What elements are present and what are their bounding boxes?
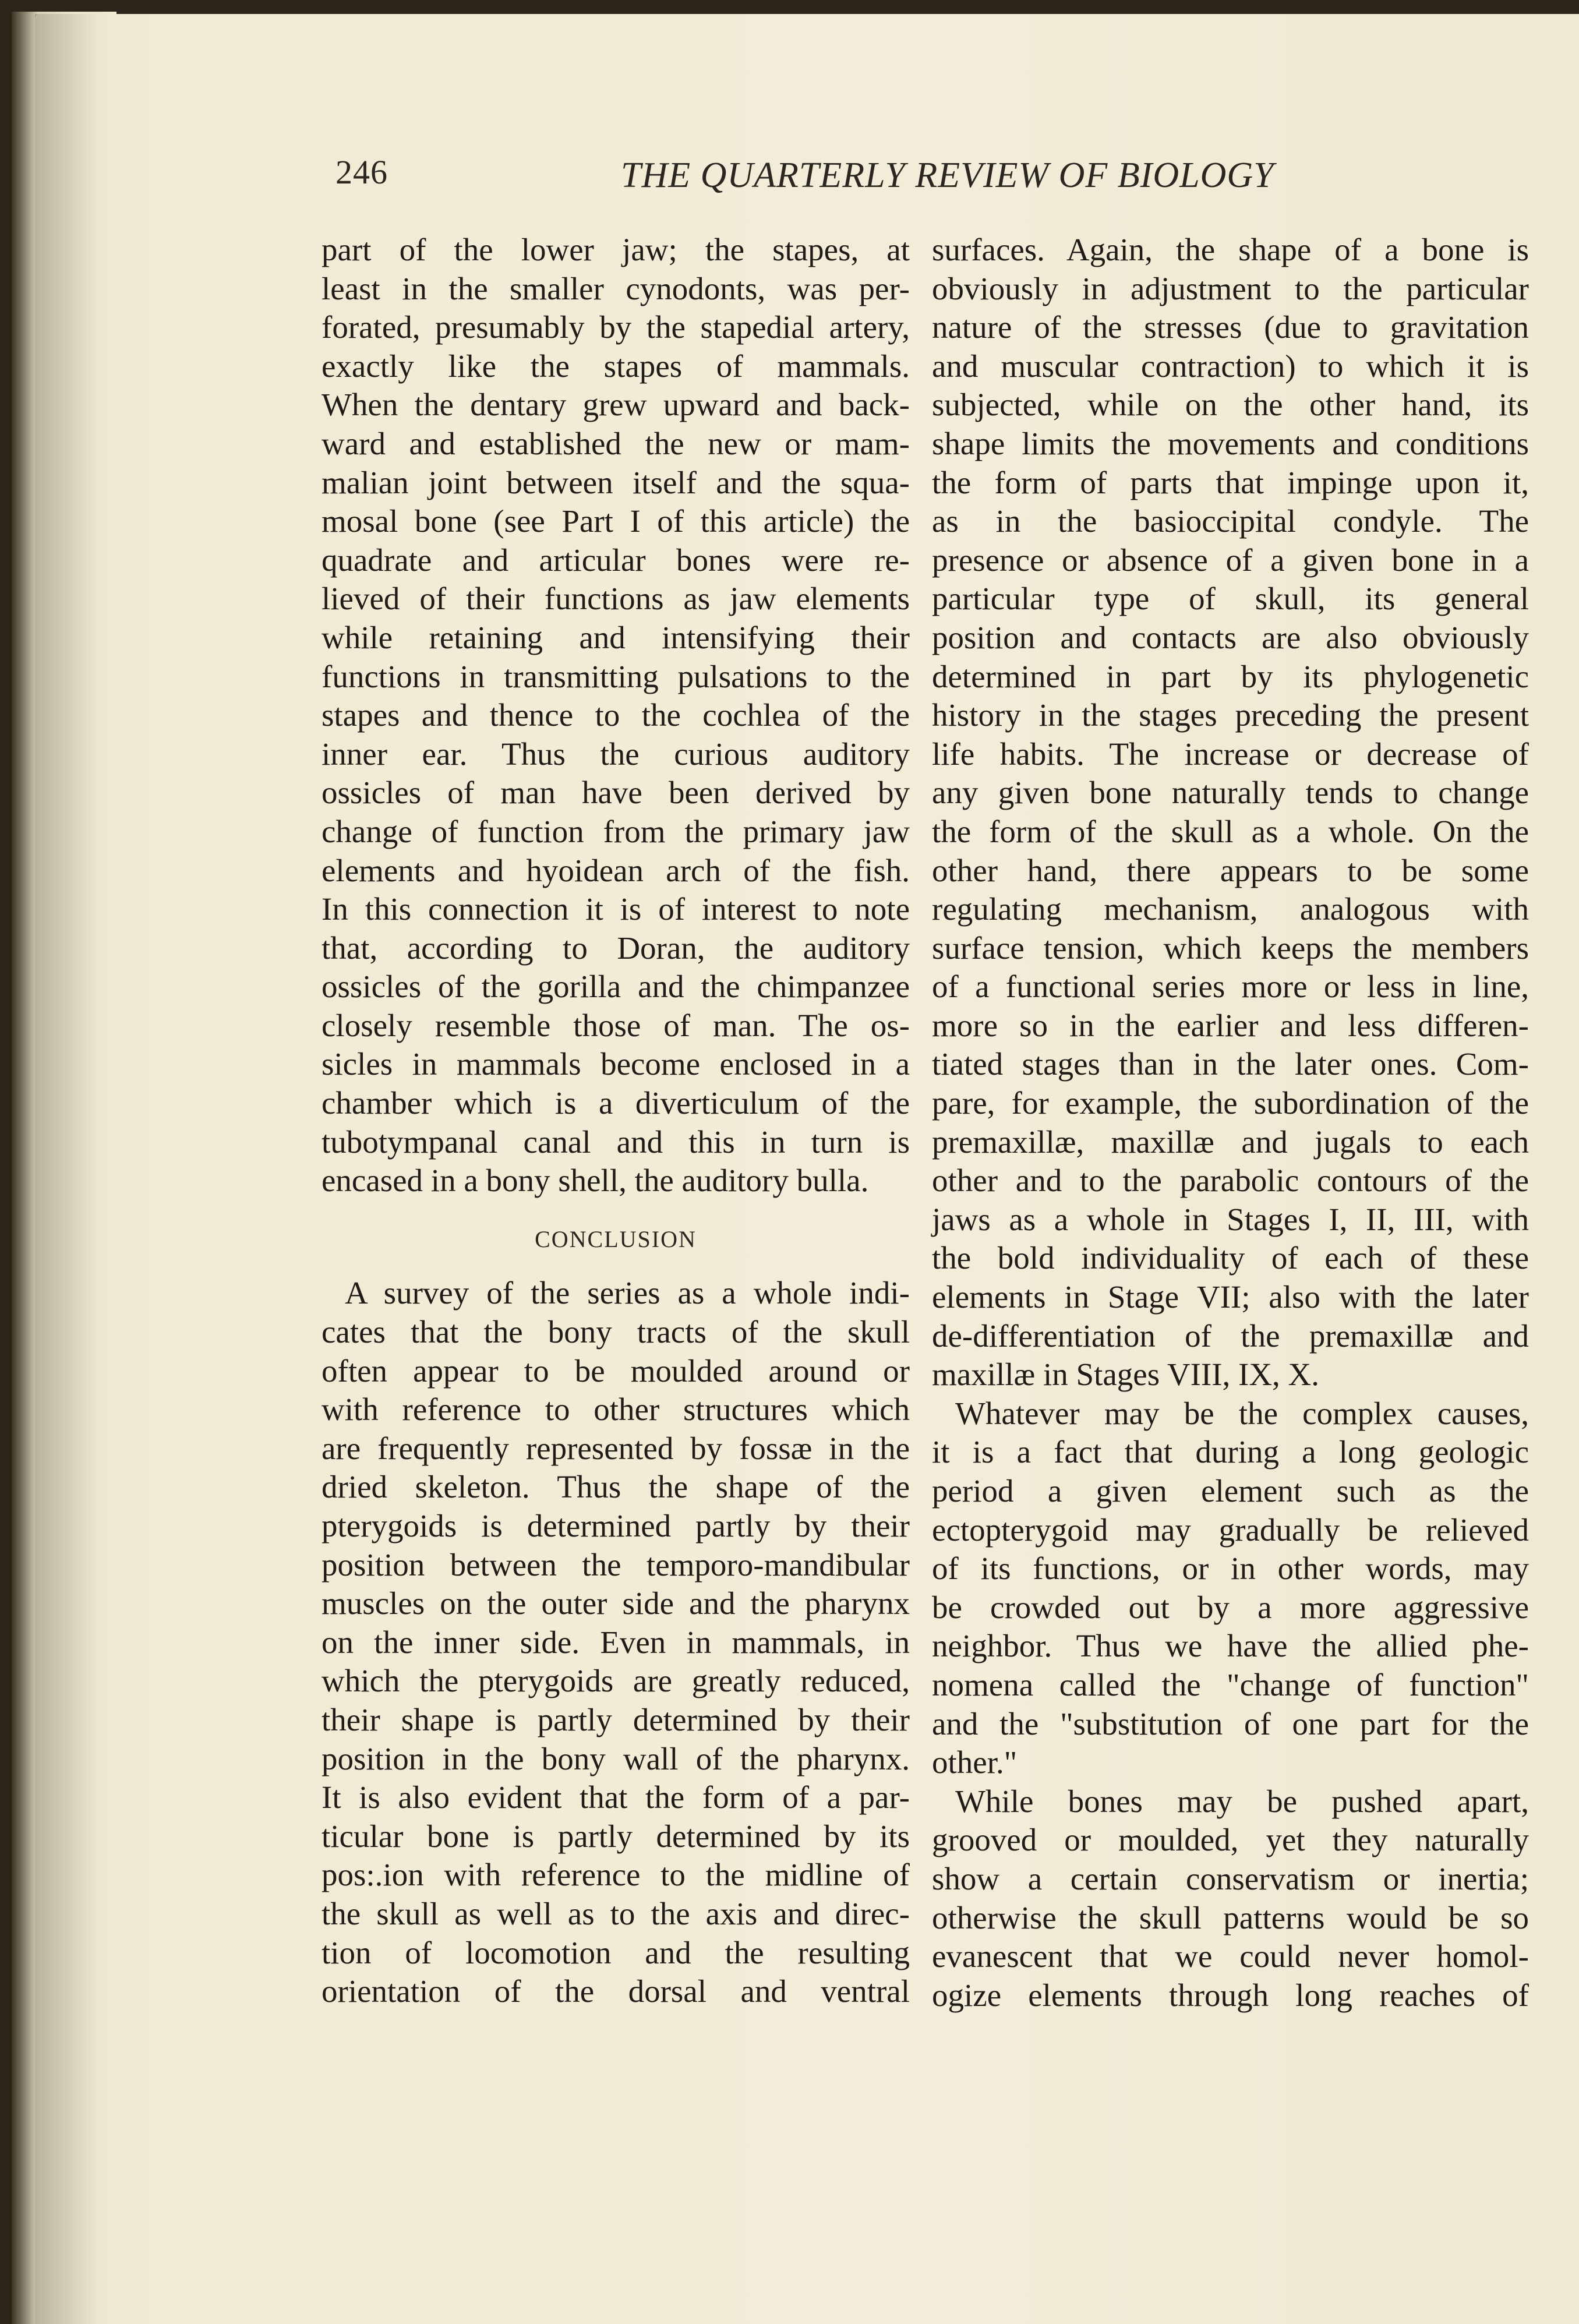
text-line: In this connection it is of interest to note bbox=[322, 891, 910, 927]
text-line: change of function from the primary jaw bbox=[322, 813, 910, 849]
running-header bbox=[335, 153, 1500, 205]
text-line: tion of locomotion and the resulting bbox=[322, 1934, 910, 1970]
text-line: dried skeleton. Thus the shape of the bbox=[322, 1469, 910, 1505]
right-paragraph-1 bbox=[932, 231, 1529, 1394]
text-line: that, according to Doran, the auditory bbox=[322, 930, 910, 966]
text-line: it is a fact that during a long geologic bbox=[932, 1434, 1529, 1470]
text-line: while retaining and intensifying their bbox=[322, 619, 910, 655]
text-line: ticular bone is partly determined by its bbox=[322, 1818, 910, 1854]
text-line: period a given element such as the bbox=[932, 1473, 1529, 1509]
binding-shadow bbox=[35, 14, 99, 2324]
text-line: ogize elements through long reaches of bbox=[932, 1977, 1529, 2013]
text-line: ectopterygoid may gradually be relieved bbox=[932, 1511, 1529, 1548]
text-line: least in the smaller cynodonts, was per- bbox=[322, 270, 910, 306]
text-line: It is also evident that the form of a par- bbox=[322, 1779, 910, 1816]
text-line: obviously in adjustment to the particular bbox=[932, 270, 1529, 306]
text-line: and the "substitution of one part for the bbox=[932, 1705, 1529, 1742]
text-line: ossicles of the gorilla and the chimpanzee bbox=[322, 969, 910, 1005]
text-line: on the inner side. Even in mammals, in bbox=[322, 1624, 910, 1660]
text-line: While bones may be pushed apart, bbox=[955, 1783, 1529, 1819]
text-line: of its functions, or in other words, may bbox=[932, 1550, 1529, 1587]
text-line: ossicles of man have been derived by bbox=[322, 775, 910, 811]
right-paragraph-2 bbox=[932, 1394, 1529, 1782]
text-line: position in the bony wall of the pharynx. bbox=[322, 1740, 910, 1776]
text-line: be crowded out by a more aggressive bbox=[932, 1589, 1529, 1625]
right-column bbox=[932, 231, 1529, 2015]
text-line: encased in a bony shell, the auditory bulla. bbox=[322, 1163, 869, 1199]
text-line: and muscular contraction) to which it is bbox=[932, 348, 1529, 384]
text-line: functions in transmitting pulsations to the bbox=[322, 658, 910, 694]
right-paragraph-3 bbox=[932, 1782, 1529, 2015]
text-line: any given bone naturally tends to change bbox=[932, 775, 1529, 811]
text-line: stapes and thence to the cochlea of the bbox=[322, 697, 910, 733]
text-line: neighbor. Thus we have the allied phe- bbox=[932, 1628, 1529, 1664]
text-line: history in the stages preceding the present bbox=[932, 697, 1529, 733]
text-line: surfaces. Again, the shape of a bone is bbox=[932, 232, 1529, 267]
text-line: particular type of skull, its general bbox=[932, 581, 1529, 617]
text-line: pterygoids is determined partly by their bbox=[322, 1508, 910, 1544]
text-line: surface tension, which keeps the members bbox=[932, 930, 1529, 966]
journal-title: THE QUARTERLY REVIEW OF BIOLOGY bbox=[621, 156, 1274, 195]
text-line: ward and established the new or mam- bbox=[322, 425, 910, 461]
text-line: elements and hyoidean arch of the fish. bbox=[322, 852, 910, 888]
text-line: which the pterygoids are greatly reduced, bbox=[322, 1663, 910, 1699]
left-paragraph-2 bbox=[322, 1274, 910, 2011]
text-line: elements in Stage VII; also with the later bbox=[932, 1279, 1529, 1315]
text-line: closely resemble those of man. The os- bbox=[322, 1007, 910, 1043]
text-line: the bold individuality of each of these bbox=[932, 1240, 1529, 1276]
text-line: inner ear. Thus the curious auditory bbox=[322, 736, 910, 772]
text-line: subjected, while on the other hand, its bbox=[932, 387, 1529, 423]
page-number: 246 bbox=[335, 153, 388, 191]
text-line: show a certain conservatism or inertia; bbox=[932, 1860, 1529, 1896]
conclusion-heading: CONCLUSION bbox=[535, 1225, 697, 1252]
left-paragraph-1 bbox=[322, 231, 910, 1200]
text-line: other." bbox=[932, 1744, 1018, 1781]
text-line: cates that the bony tracts of the skull bbox=[322, 1314, 910, 1350]
text-line: mosal bone (see Part I of this article) the bbox=[322, 503, 910, 539]
text-line: determined in part by its phylogenetic bbox=[932, 658, 1529, 694]
text-line: A survey of the series as a whole indi- bbox=[345, 1275, 910, 1311]
text-line: part of the lower jaw; the stapes, at bbox=[322, 232, 910, 267]
text-line: chamber which is a diverticulum of the bbox=[322, 1085, 910, 1121]
text-line: nomena called the "change of function" bbox=[932, 1666, 1529, 1703]
text-line: pos:.ion with reference to the midline of bbox=[322, 1857, 910, 1893]
text-line: the form of the skull as a whole. On the bbox=[932, 813, 1529, 849]
text-line: grooved or moulded, yet they naturally bbox=[932, 1822, 1529, 1858]
text-line: maxillæ in Stages VIII, IX, X. bbox=[932, 1357, 1320, 1393]
text-line: orientation of the dorsal and ventral bbox=[322, 1973, 910, 2009]
text-line: premaxillæ, maxillæ and jugals to each bbox=[932, 1124, 1529, 1160]
text-line: of a functional series more or less in line, bbox=[932, 969, 1529, 1005]
text-line: quadrate and articular bones were re- bbox=[322, 542, 910, 578]
text-line: position between the temporo-mandibular bbox=[322, 1546, 910, 1583]
text-line: pare, for example, the subordination of the bbox=[932, 1085, 1529, 1121]
text-line: forated, presumably by the stapedial artery, bbox=[322, 309, 910, 345]
text-line: otherwise the skull patterns would be so bbox=[932, 1899, 1529, 1936]
text-line: other and to the parabolic contours of the bbox=[932, 1163, 1529, 1199]
text-line: lieved of their functions as jaw elements bbox=[322, 581, 910, 617]
text-line: tubotympanal canal and this in turn is bbox=[322, 1124, 910, 1160]
text-line: nature of the stresses (due to gravitation bbox=[932, 309, 1529, 345]
text-line: other hand, there appears to be some bbox=[932, 852, 1529, 888]
text-line: malian joint between itself and the squa- bbox=[322, 464, 910, 500]
text-line: Whatever may be the complex causes, bbox=[955, 1395, 1529, 1431]
text-line: position and contacts are also obviously bbox=[932, 619, 1529, 655]
text-line: more so in the earlier and less differen- bbox=[932, 1007, 1529, 1043]
text-line: muscles on the outer side and the pharynx bbox=[322, 1585, 910, 1622]
text-line: de-differentiation of the premaxillæ and bbox=[932, 1318, 1529, 1354]
text-line: life habits. The increase or decrease of bbox=[932, 736, 1529, 772]
text-line: When the dentary grew upward and back- bbox=[322, 387, 910, 423]
text-line: are frequently represented by fossæ in the bbox=[322, 1430, 910, 1466]
text-line: often appear to be moulded around or bbox=[322, 1352, 910, 1389]
text-line: with reference to other structures which bbox=[322, 1391, 910, 1428]
text-line: evanescent that we could never homol- bbox=[932, 1938, 1529, 1975]
text-line: regulating mechanism, analogous with bbox=[932, 891, 1529, 927]
left-column bbox=[322, 231, 910, 2011]
text-line: sicles in mammals become enclosed in a bbox=[322, 1046, 910, 1082]
text-line: their shape is partly determined by their bbox=[322, 1701, 910, 1737]
text-line: exactly like the stapes of mammals. bbox=[322, 348, 910, 384]
text-line: presence or absence of a given bone in a bbox=[932, 542, 1529, 578]
text-line: the form of parts that impinge upon it, bbox=[932, 464, 1529, 500]
text-line: jaws as a whole in Stages I, II, III, with bbox=[932, 1201, 1529, 1237]
text-line: shape limits the movements and conditions bbox=[932, 425, 1529, 461]
text-line: the skull as well as to the axis and direc- bbox=[322, 1895, 910, 1931]
text-line: as in the basioccipital condyle. The bbox=[932, 503, 1529, 539]
text-line: tiated stages than in the later ones. Com- bbox=[932, 1046, 1529, 1082]
